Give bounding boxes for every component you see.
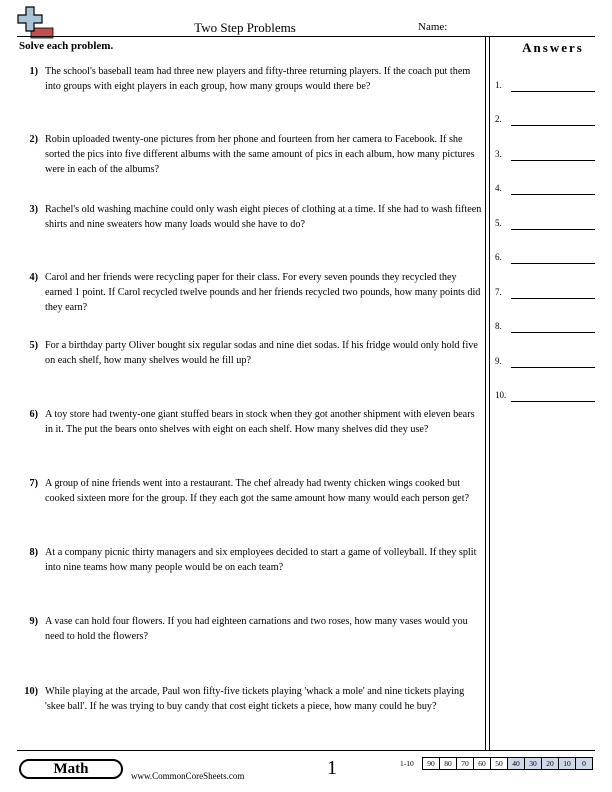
answer-number: 1. [495,80,502,90]
scale-cell: 40 [507,757,525,770]
problem-number: 9) [29,616,38,627]
problem-text: At a company picnic thirty managers and six employees decided to start a game of volleyball. If they split into nine teams how many people would be on each team? [45,547,477,573]
answer-blank[interactable] [511,160,595,161]
answer-number: 5. [495,218,502,228]
answer-blank[interactable] [511,367,595,368]
answer-number: 10. [495,390,507,400]
problem-number: 5) [29,340,38,351]
answer-blank[interactable] [511,298,595,299]
answer-line-7[interactable] [495,285,595,299]
scale-cell: 70 [456,757,474,770]
scale-cell: 20 [541,757,559,770]
scale-cell: 80 [439,757,457,770]
problem-number: 10) [24,686,38,697]
answer-blank[interactable] [511,125,595,126]
answer-blank[interactable] [511,263,595,264]
answer-line-3[interactable] [495,147,595,161]
problem-number: 1) [29,66,38,77]
answer-line-10[interactable] [495,388,595,402]
answer-blank[interactable] [511,194,595,195]
answer-line-9[interactable] [495,354,595,368]
problem-text: For a birthday party Oliver bought six regular sodas and nine diet sodas. If his fridge would only hold five on each shelf, how many shelves would he fill up? [45,340,478,366]
problem-text: A toy store had twenty-one giant stuffed bears in stock when they got another shipment with eleven bears in it. The put the bears onto shelves with eight on each shelf. How many shelves did they use? [45,409,475,435]
problem-number: 3) [29,204,38,215]
subject-badge: Math [19,759,123,779]
grading-scale [423,757,593,769]
problem-number: 7) [29,478,38,489]
answer-blank[interactable] [511,332,595,333]
answer-blank[interactable] [511,401,595,402]
problem-text: Rachel's old washing machine could only wash eight pieces of clothing at a time. If she had to wash fifteen shirts and nine sweaters how many loads would she have to do? [45,204,482,230]
answer-line-1[interactable] [495,78,595,92]
name-label: Name: [418,21,448,33]
answer-number: 4. [495,183,502,193]
problem-number: 4) [29,272,38,283]
scale-cell: 50 [490,757,508,770]
page-number: 1 [327,757,337,779]
answer-number: 7. [495,287,502,297]
answer-number: 8. [495,321,502,331]
answer-line-8[interactable] [495,319,595,333]
header-divider [17,36,595,37]
answer-number: 3. [495,149,502,159]
answer-blank[interactable] [511,229,595,230]
answer-number: 6. [495,252,502,262]
answers-title: Answers [522,40,584,55]
math-plus-logo-icon [17,4,55,40]
problem-text: A vase can hold four flowers. If you had eighteen carnations and two roses, how many vases would you need to hold the flowers? [45,616,468,642]
column-divider-left [485,37,486,750]
grading-scale-label: 1-10 [400,759,414,768]
answer-line-4[interactable] [495,181,595,195]
column-divider-right [489,37,490,750]
scale-cell: 0 [575,757,593,770]
answer-line-6[interactable] [495,250,595,264]
page-title: Two Step Problems [194,20,296,35]
scale-cell: 10 [558,757,576,770]
scale-cell: 60 [473,757,491,770]
footer-divider [17,750,595,751]
problem-text: While playing at the arcade, Paul won fifty-five tickets playing 'whack a mole' and nine tickets playing 'skee ball'. If he was trying to buy candy that cost eight tickets a piece, how many could he buy? [45,686,465,712]
problem-number: 2) [29,134,38,145]
problem-text: The school's baseball team had three new players and fifty-three returning players. If the coach put them into groups with eight players in each group, how many groups would there be? [45,66,471,92]
scale-cell: 30 [524,757,542,770]
problem-number: 8) [29,547,38,558]
problem-text: A group of nine friends went into a restaurant. The chef already had twenty chicken wings cooked but cooked sixteen more for the group. If they each got the same amount how many would each person get? [45,478,470,504]
problem-text: Robin uploaded twenty-one pictures from her phone and fourteen from her camera to Facebook. If she sorted the pics into five different albums with the same amount of pics in each album, how many pictures were in each of the albums? [45,134,475,175]
answer-line-5[interactable] [495,216,595,230]
website-link[interactable]: www.CommonCoreSheets.com [131,771,245,781]
problem-text: Carol and her friends were recycling paper for their class. For every seven pounds they recycled they earned 1 point. If Carol recycled twelve pounds and her friends recycled two pounds, how many points did they earn? [45,272,481,313]
instructions: Solve each problem. [19,40,114,52]
answer-number: 2. [495,114,502,124]
answer-line-2[interactable] [495,112,595,126]
problem-number: 6) [29,409,38,420]
answer-blank[interactable] [511,91,595,92]
answer-number: 9. [495,356,502,366]
scale-cell: 90 [422,757,440,770]
